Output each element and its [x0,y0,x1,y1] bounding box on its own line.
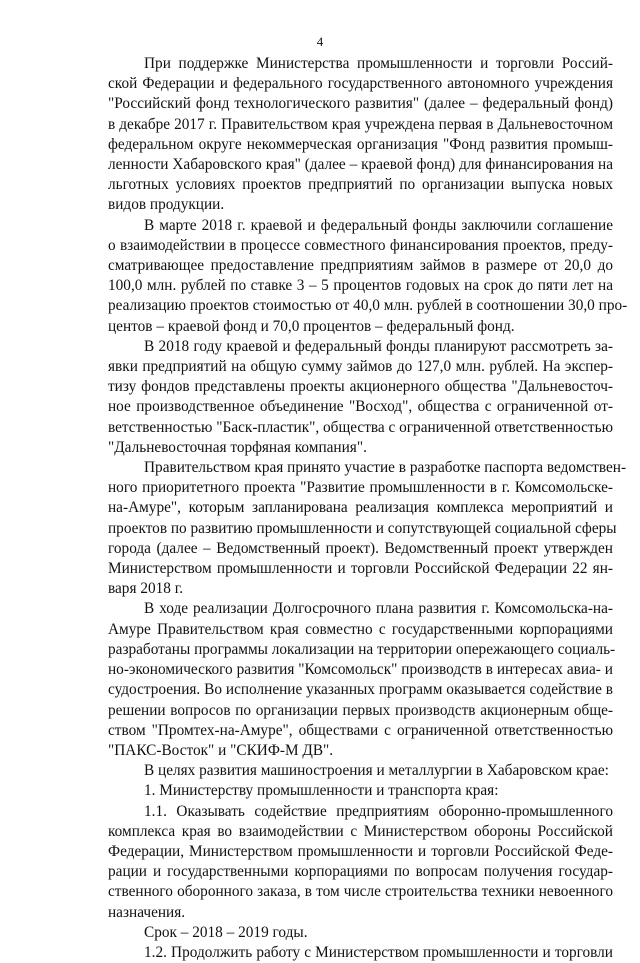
text-line: города (далее – Ведомственный проект). Ведомственный проект утвержден [108,539,613,557]
text-line: тизу фондов представлены проекты акционерного общества "Дальневосточ- [108,378,613,396]
text-line: комплекса края во взаимодействии с Министерством обороны Российской [108,822,613,840]
text-line: сматривающее предоставление предприятиям займов в размере от 20,0 до [108,257,613,275]
text-line: центов – краевой фонд и 70,0 процентов – федеральный фонд. [108,317,515,335]
text-line: решении вопросов по организации первых производств акционерным обще- [108,701,613,719]
text-line: варя 2018 г. [108,580,184,598]
text-line: В марте 2018 г. краевой и федеральный фонды заключили соглашение [144,216,613,234]
text-line: ской Федерации и федерального государственного автономного учреждения [108,75,613,93]
text-line: 1.2. Продолжить работу с Министерством промышленности и торговли [144,943,613,961]
text-line: рации и государственными корпорациями по вопросам получения государ- [108,863,613,881]
text-line: 1.1. Оказывать содействие предприятиям оборонно-промышленного [144,802,613,820]
text-line: Министерством промышленности и торговли Российской Федерации 22 ян- [108,560,613,578]
text-line: на-Амуре", которым запланирована реализация комплекса мероприятий и [108,499,613,517]
paragraph [108,599,616,761]
paragraph [108,54,613,216]
text-line: льготных условиях проектов предприятий по организации выпуска новых [108,176,613,194]
paragraph [108,216,628,337]
text-line: ного приоритетного проекта "Развитие промышленности в г. Комсомольске- [108,479,613,497]
paragraph [108,802,613,923]
text-line: "ПАКС-Восток" и "СКИФ-М ДВ". [108,741,334,759]
text-line: "Российский фонд технологического развития" (далее – федеральный фонд) [108,95,613,113]
text-line: федеральном округе некоммерческая организация "Фонд развития промыш- [108,135,613,153]
text-line: При поддержке Министерства промышленности и торговли Россий- [144,55,613,72]
text-line: Федерации, Министерством промышленности и торговли Российской Феде- [108,842,613,860]
page-number: 4 [316,34,324,49]
text-line: Амуре Правительством края совместно с государственными корпорациями [108,620,613,638]
text-line: судостроения. Во исполнение указанных программ оказывается содействие в [108,681,613,699]
text-line: Срок – 2018 – 2019 годы. [144,923,308,941]
text-line: В 2018 году краевой и федеральный фонды планируют рассмотреть за- [144,337,613,355]
text-line: реализацию проектов стоимостью от 40,0 млн. рублей в соотношении 30,0 про- [108,297,628,315]
text-line: назначения. [108,903,186,921]
text-line: но-экономического развития "Комсомольск" производств в интересах авиа- и [108,661,613,679]
text-line: проектов по развитию промышленности и сопутствующей социальной сферы [108,519,617,537]
text-line: разработаны программы локализации на территории опережающего социаль- [108,640,616,658]
paragraph [108,337,613,458]
paragraph [108,781,613,801]
text-line: ственного оборонного заказа, в том числе строительства техники невоенного [108,883,613,901]
text-line: Правительством края принято участие в разработке паспорта ведомствен- [144,459,627,477]
text-line: о взаимодействии в процессе совместного финансирования проектов, преду- [108,236,613,254]
document-body [108,54,628,963]
paragraph [108,943,613,963]
text-line: ное производственное объединение "Восход", общества с ограниченной от- [108,398,613,416]
paragraph [108,923,613,943]
text-line: 100,0 млн. рублей по ставке 3 – 5 процентов годовых на срок до пяти лет на [108,277,613,295]
text-line: В целях развития машиностроения и металлургии в Хабаровском крае: [144,762,609,780]
text-line: ленности Хабаровского края" (далее – краевой фонд) для финансирования на [108,156,613,174]
text-line: видов продукции. [108,196,225,214]
paragraph [108,761,613,781]
paragraph [108,458,627,599]
text-line: в декабре 2017 г. Правительством края учреждена первая в Дальневосточном [108,115,613,133]
text-line: ветственностью "Баск-пластик", общества с ограниченной ответственностью [108,418,613,436]
text-line: В ходе реализации Долгосрочного плана развития г. Комсомольска-на- [144,600,613,618]
text-line: "Дальневосточная торфяная компания". [108,438,367,456]
text-line: ством "Промтех-на-Амуре", обществами с ограниченной ответственностью [108,721,613,739]
text-line: явки предприятий на общую сумму займов до 127,0 млн. рублей. На экспер- [108,358,613,376]
text-line: 1. Министерству промышленности и транспорта края: [144,782,499,800]
